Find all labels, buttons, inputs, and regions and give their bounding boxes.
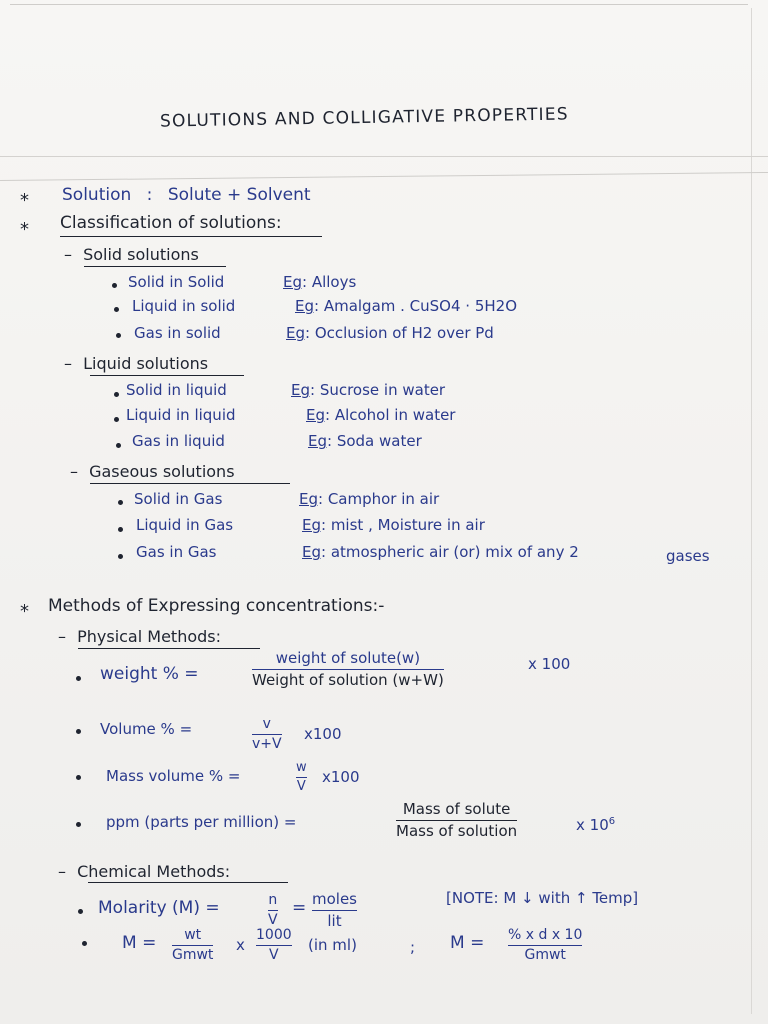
gaseous-item: Solid in Gas Eg: Camphor in air (134, 490, 440, 508)
liquid-item: Solid in liquid Eg: Sucrose in water (126, 381, 446, 399)
fraction-bar (268, 910, 278, 911)
mass-volume-multiplier: x100 (322, 768, 360, 786)
formula2-label: M = (122, 933, 157, 953)
classification-heading: Classification of solutions: (60, 213, 282, 233)
bullet-dot (76, 822, 81, 827)
definition-label: Solution (62, 185, 132, 205)
formula2-separator: ; (410, 938, 416, 956)
formula2-unit: (in ml) (308, 936, 357, 954)
liquid-item: Liquid in liquid Eg: Alcohol in water (126, 406, 456, 424)
fraction-numerator: v (262, 716, 271, 732)
molarity-moles-fraction (312, 891, 357, 929)
fraction-numerator: w (296, 760, 307, 775)
fraction-denominator: Gmwt (172, 947, 214, 964)
fraction-bar (508, 945, 582, 946)
heading-underline (90, 483, 290, 484)
fraction-bar (396, 820, 517, 821)
liquid-item: Gas in liquid Eg: Soda water (132, 432, 422, 450)
physical-heading: – Physical Methods: (58, 627, 221, 646)
page-title: SOLUTIONS AND COLLIGATIVE PROPERTIES (159, 104, 569, 132)
gaseous-heading: – Gaseous solutions (70, 462, 235, 481)
bullet-dot (82, 941, 87, 946)
formula2-label2: M = (450, 933, 485, 953)
chemical-heading: – Chemical Methods: (58, 862, 231, 881)
volume-pct-label: Volume % = (100, 720, 193, 738)
liquid-heading: – Liquid solutions (64, 354, 209, 373)
formula2-times: x (236, 936, 245, 954)
formula2-1000-fraction (256, 928, 292, 964)
mass-volume-label: Mass volume % = (106, 767, 241, 785)
ppm-fraction (396, 801, 517, 839)
solid-item: Liquid in solid Eg: Amalgam . CuSO4 · 5H2O (132, 297, 518, 315)
asterisk-bullet: * (20, 601, 29, 622)
methods-heading: Methods of Expressing concentrations:- (48, 596, 385, 616)
fraction-numerator: weight of solute(w) (275, 649, 421, 667)
bullet-dot (116, 333, 121, 338)
weight-pct-fraction (252, 650, 444, 688)
bullet-dot (76, 729, 81, 734)
fraction-numerator: wt (184, 927, 202, 943)
formula2-wt-fraction (172, 928, 213, 964)
bullet-dot (78, 909, 83, 914)
definition-line (62, 187, 311, 204)
heading-underline (60, 236, 322, 237)
fraction-bar (296, 777, 307, 778)
bullet-dot (76, 775, 81, 780)
gaseous-item-continued: gases (666, 547, 710, 565)
fraction-denominator: lit (327, 911, 342, 930)
fraction-denominator: Mass of solution (396, 821, 518, 840)
bullet-dot (118, 527, 123, 532)
note-text: [NOTE: M ↓ with ↑ Temp] (446, 889, 639, 907)
heading-underline (78, 648, 260, 649)
fraction-bar (252, 734, 282, 735)
asterisk-bullet: * (20, 190, 29, 211)
volume-pct-multiplier: x100 (304, 725, 342, 743)
weight-pct-multiplier: x 100 (528, 655, 571, 673)
solid-item: Gas in solid Eg: Occlusion of H2 over Pd (134, 324, 494, 342)
heading-underline (84, 266, 226, 267)
volume-pct-fraction (252, 717, 282, 753)
formula2-pct-fraction (508, 928, 582, 964)
bullet-dot (114, 307, 119, 312)
definition-sep: : (146, 185, 153, 205)
fraction-denominator: v+V (252, 736, 282, 753)
definition-value: Solute + Solvent (167, 185, 311, 205)
bullet-dot (114, 417, 119, 422)
page-edge-top (10, 4, 748, 5)
molarity-n-fraction (268, 893, 278, 929)
fraction-denominator: V (268, 912, 278, 929)
bullet-dot (118, 500, 123, 505)
molarity-equals: = (292, 898, 307, 918)
molarity-label: Molarity (M) = (98, 898, 220, 918)
heading-underline (88, 882, 288, 883)
solid-item: Solid in Solid Eg: Alloys (128, 273, 357, 291)
gaseous-item: Gas in Gas Eg: atmospheric air (or) mix of any 2 (136, 543, 579, 561)
fraction-denominator: V (296, 779, 306, 795)
fraction-bar (252, 669, 444, 670)
bullet-dot (76, 676, 81, 681)
page-edge-right (751, 8, 752, 1014)
asterisk-bullet: * (20, 219, 29, 240)
fraction-denominator: Gmwt (524, 947, 566, 964)
fraction-bar (256, 945, 292, 946)
gaseous-item: Liquid in Gas Eg: mist , Moisture in air (136, 516, 485, 534)
fraction-numerator: 1000 (256, 927, 292, 943)
ruled-line (0, 156, 768, 157)
weight-pct-label: weight % = (100, 664, 199, 684)
fraction-numerator: Mass of solute (402, 800, 511, 818)
fraction-bar (312, 910, 357, 911)
ppm-label: ppm (parts per million) = (106, 813, 297, 831)
fraction-numerator: n (268, 892, 278, 908)
fraction-denominator: Weight of solution (w+W) (252, 670, 444, 689)
fraction-numerator: moles (312, 890, 357, 908)
bullet-dot (114, 392, 119, 397)
fraction-denominator: V (269, 947, 279, 964)
ruled-line (0, 172, 768, 181)
bullet-dot (112, 283, 117, 288)
bullet-dot (118, 554, 123, 559)
solid-heading: – Solid solutions (64, 245, 199, 264)
mass-volume-fraction (296, 761, 307, 795)
bullet-dot (116, 443, 121, 448)
fraction-bar (172, 945, 213, 946)
heading-underline (90, 375, 244, 376)
fraction-numerator: % x d x 10 (508, 927, 583, 943)
ppm-multiplier: x $10^6$ (576, 816, 616, 834)
